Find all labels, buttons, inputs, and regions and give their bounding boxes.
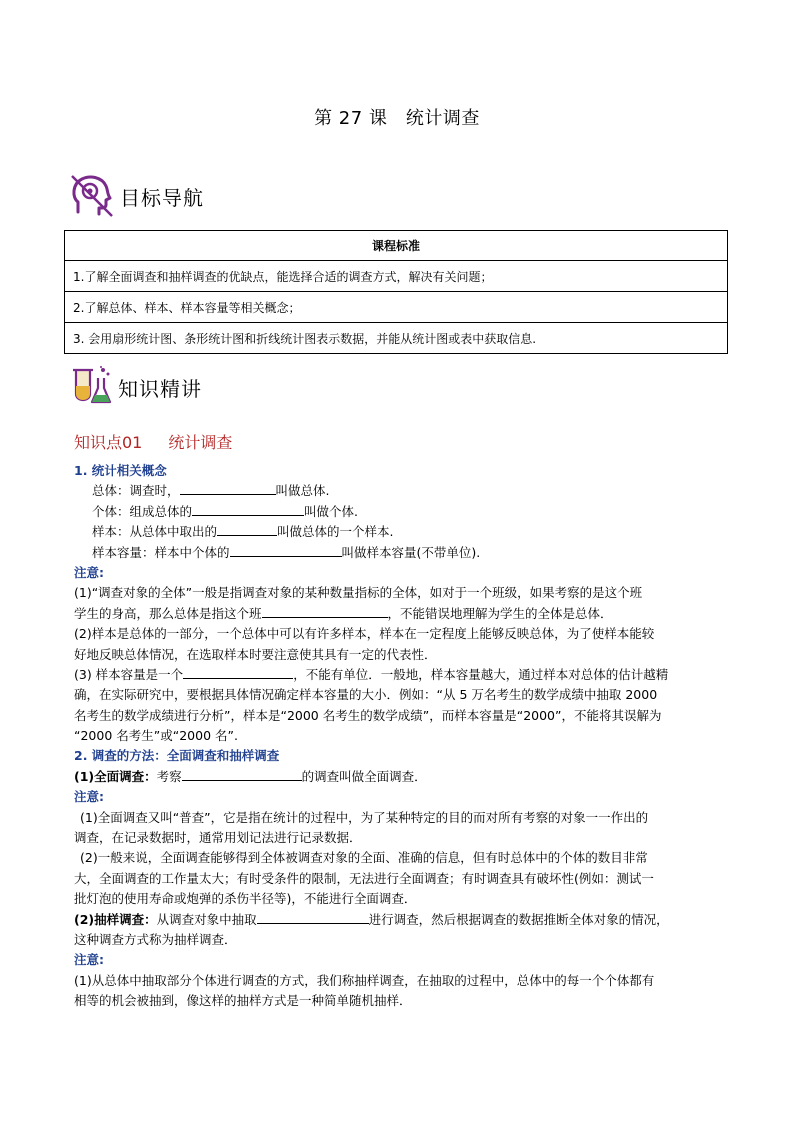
note-paragraph: (1)“调查对象的全体”一般是指调查对象的某种数量指标的全体，如对于一个班级，如果考察的是这个班 (74, 585, 643, 601)
brain-icon (68, 172, 116, 220)
answer-blank (183, 665, 293, 679)
note-paragraph: “2000 名考生”或“2000 名”. (74, 728, 238, 744)
section-label: 知识精讲 (118, 376, 202, 401)
section-header-goals (68, 172, 204, 220)
content-body (74, 461, 724, 1012)
heading-concepts: 1. 统计相关概念 (74, 463, 167, 478)
answer-blank (192, 502, 304, 516)
note-label: 注意: (74, 789, 104, 805)
note-paragraph: 批灯泡的使用寿命或炮弹的杀伤半径等)，不能进行全面调查． (74, 891, 417, 907)
answer-blank (257, 910, 369, 924)
knowledge-point-name: 统计调查 (168, 433, 233, 452)
full-survey-definition: (1)全面调查：考察 的调查叫做全面调查． (74, 768, 427, 784)
section-header-knowledge (68, 364, 202, 410)
answer-blank (182, 767, 302, 781)
note-paragraph: 确，在实际研究中，要根据具体情况确定样本容量的大小．例如：“从 5 万名考生的数学成绩中抽取 2000 (74, 687, 658, 703)
concept-sample-size: 样本容量：样本中个体的 叫做样本容量(不带单位). (92, 544, 481, 560)
table-row: 2.了解总体、样本、样本容量等相关概念； (65, 292, 728, 323)
note-paragraph: 相等的机会被抽到，像这样的抽样方式是一种简单随机抽样． (74, 993, 412, 1009)
course-standards-table (64, 230, 728, 354)
answer-blank (262, 604, 388, 618)
sample-survey-definition-cont: 这种调查方式称为抽样调查． (74, 931, 237, 947)
lab-flask-icon (68, 364, 114, 410)
knowledge-point-number: 知识点01 (74, 433, 143, 452)
sample-survey-definition: (2)抽样调查：从调查对象中抽取 进行调查，然后根据调查的数据推断全体对象的情况， (74, 911, 669, 927)
knowledge-point-title (74, 430, 258, 453)
note-label: 注意: (74, 564, 104, 580)
answer-blank (180, 481, 276, 495)
note-paragraph: (2)样本是总体的一部分，一个总体中可以有许多样本，样本在一定程度上能够反映总体，为了使样本能较 (74, 626, 655, 642)
note-paragraph: 大，全面调查的工作量太大；有时受条件的限制，无法进行全面调查；有时调查具有破坏性(例如：测试一 (74, 870, 654, 886)
note-paragraph: 名考生的数学成绩进行分析”，样本是“2000 名考生的数学成绩”，而样本容量是“2000”，不能将其误解为 (74, 707, 662, 723)
note-paragraph: 调查，在记录数据时，通常用划记法进行记录数据． (74, 830, 362, 846)
table-header: 课程标准 (65, 231, 728, 261)
concept-individual: 个体：组成总体的 叫做个体. (92, 503, 358, 519)
note-paragraph: (2)一般来说，全面调查能够得到全体被调查对象的全面、准确的信息，但有时总体中的个体的数目非常 (80, 850, 648, 866)
table-row: 3. 会用扇形统计图、条形统计图和折线统计图表示数据，并能从统计图或表中获取信息. (65, 323, 728, 354)
answer-blank (230, 543, 342, 557)
concept-sample: 样本：从总体中取出的 叫做总体的一个样本. (92, 524, 394, 540)
note-paragraph: (1)从总体中抽取部分个体进行调查的方式，我们称抽样调查，在抽取的过程中，总体中的每一个个体都有 (74, 972, 655, 988)
table-row: 1.了解全面调查和抽样调查的优缺点，能选择合适的调查方式，解决有关问题； (65, 261, 728, 292)
note-paragraph: 学生的身高，那么总体是指这个班 ，不能错误地理解为学生的全体是总体． (74, 605, 613, 621)
concept-population: 总体：调查时， 叫做总体. (92, 483, 330, 499)
note-paragraph: (3) 样本容量是一个 ，不能有单位．一般地，样本容量越大，通过样本对总体的估计越精 (74, 666, 669, 682)
note-paragraph: 好地反映总体情况，在选取样本时要注意使其具有一定的代表性． (74, 646, 437, 662)
page-title: 第 27 课 统计调查 (314, 108, 480, 129)
answer-blank (217, 522, 277, 536)
section-label: 目标导航 (120, 185, 204, 210)
heading-methods: 2. 调查的方法：全面调查和抽样调查 (74, 748, 280, 764)
note-label: 注意: (74, 952, 104, 968)
note-paragraph: (1)全面调查又叫“普查”，它是指在统计的过程中，为了某种特定的目的而对所有考察的对象一一作出的 (80, 809, 649, 825)
